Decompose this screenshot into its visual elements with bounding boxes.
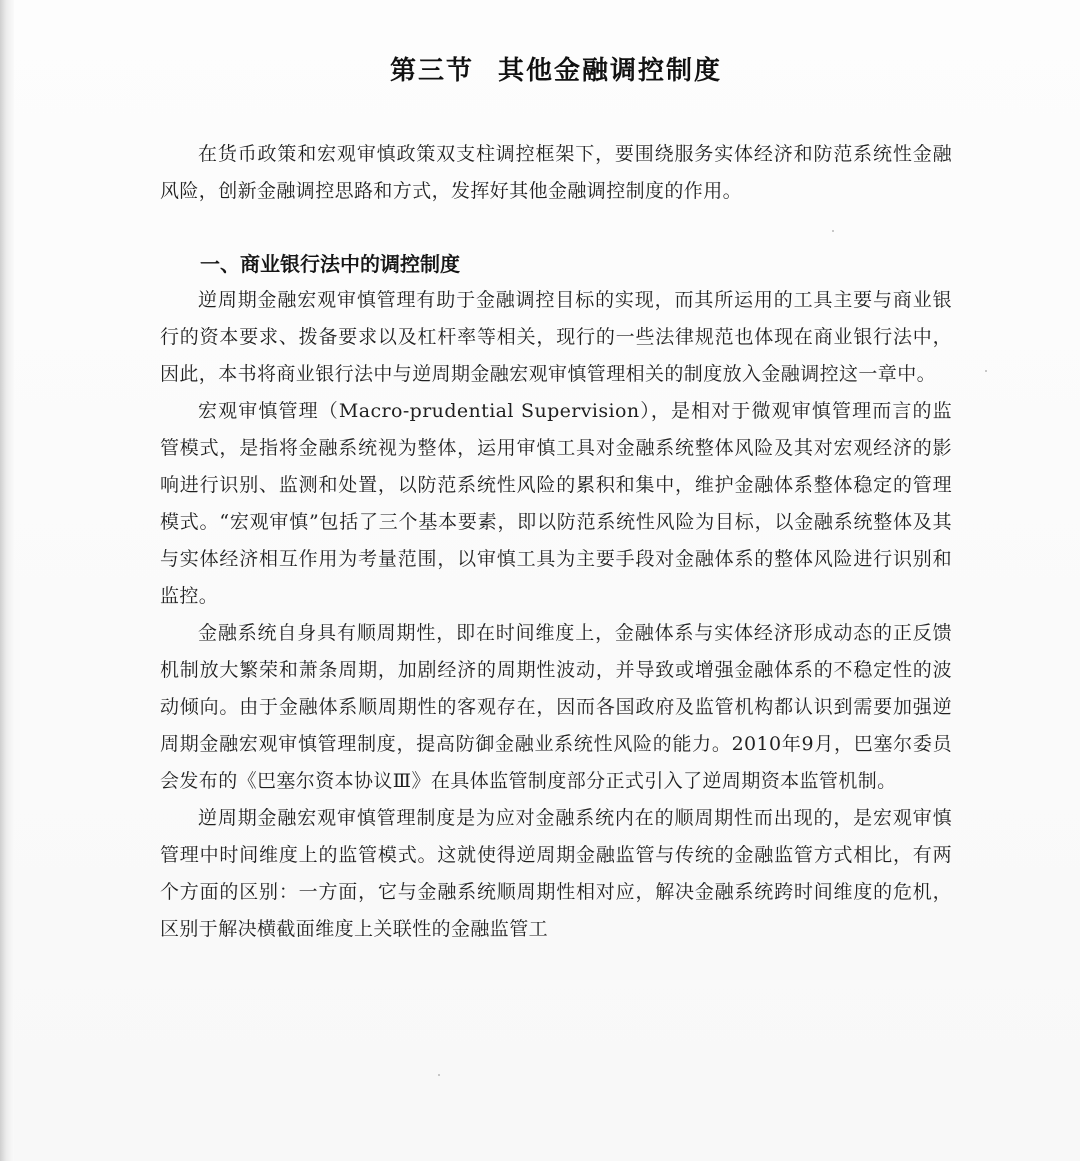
scan-speck	[438, 1074, 440, 1076]
section-name: 其他金融调控制度	[498, 56, 723, 86]
section-heading: 一、商业银行法中的调控制度	[200, 252, 460, 276]
chapter-section-title	[160, 48, 952, 94]
body-paragraph-3: 金融系统自身具有顺周期性，即在时间维度上，金融体系与实体经济形成动态的正反馈机制放大繁荣和萧条周期，加剧经济的周期性波动，并导致或增强金融体系的不稳定性的波动倾向。由于金融体系顺周期性的客观存在，因而各国政府及监管机构都认识到需要加强逆周期金融宏观审慎管理制度，提高防御金融业系统性风险的能力。2010年9月，巴塞尔委员会发布的《巴塞尔资本协议Ⅲ》在具体监管制度部分正式引入了逆周期资本监管机制。	[160, 622, 952, 792]
page-left-edge-shadow	[0, 0, 14, 1161]
body-paragraph-2: 宏观审慎管理（Macro-prudential Supervision），是相对于微观审慎管理而言的监管模式，是指将金融系统视为整体，运用审慎工具对金融系统整体风险及其对宏观经济的影响进行识别、监测和处置，以防范系统性风险的累积和集中，维护金融体系整体稳定的管理模式。“宏观审慎”包括了三个基本要素，即以防范系统性风险为目标，以金融系统整体及其与实体经济相互作用为考量范围，以审慎工具为主要手段对金融体系的整体风险进行识别和监控。	[160, 400, 952, 607]
body-paragraph-1: 逆周期金融宏观审慎管理有助于金融调控目标的实现，而其所运用的工具主要与商业银行的资本要求、拨备要求以及杠杆率等相关，现行的一些法律规范也体现在商业银行法中，因此，本书将商业银行法中与逆周期金融宏观审慎管理相关的制度放入金融调控这一章中。	[160, 289, 952, 385]
body-paragraph-4: 逆周期金融宏观审慎管理制度是为应对金融系统内在的顺周期性而出现的，是宏观审慎管理中时间维度上的监管模式。这就使得逆周期金融监管与传统的金融监管方式相比，有两个方面的区别：一方面，它与金融系统顺周期性相对应，解决金融系统跨时间维度的危机，区别于解决横截面维度上关联性的金融监管工	[160, 807, 952, 940]
scan-speck	[985, 370, 987, 372]
intro-paragraph: 在货币政策和宏观审慎政策双支柱调控框架下，要围绕服务实体经济和防范系统性金融风险，创新金融调控思路和方式，发挥好其他金融调控制度的作用。	[160, 143, 952, 202]
document-content	[160, 48, 952, 948]
section-number: 第三节	[389, 56, 474, 86]
